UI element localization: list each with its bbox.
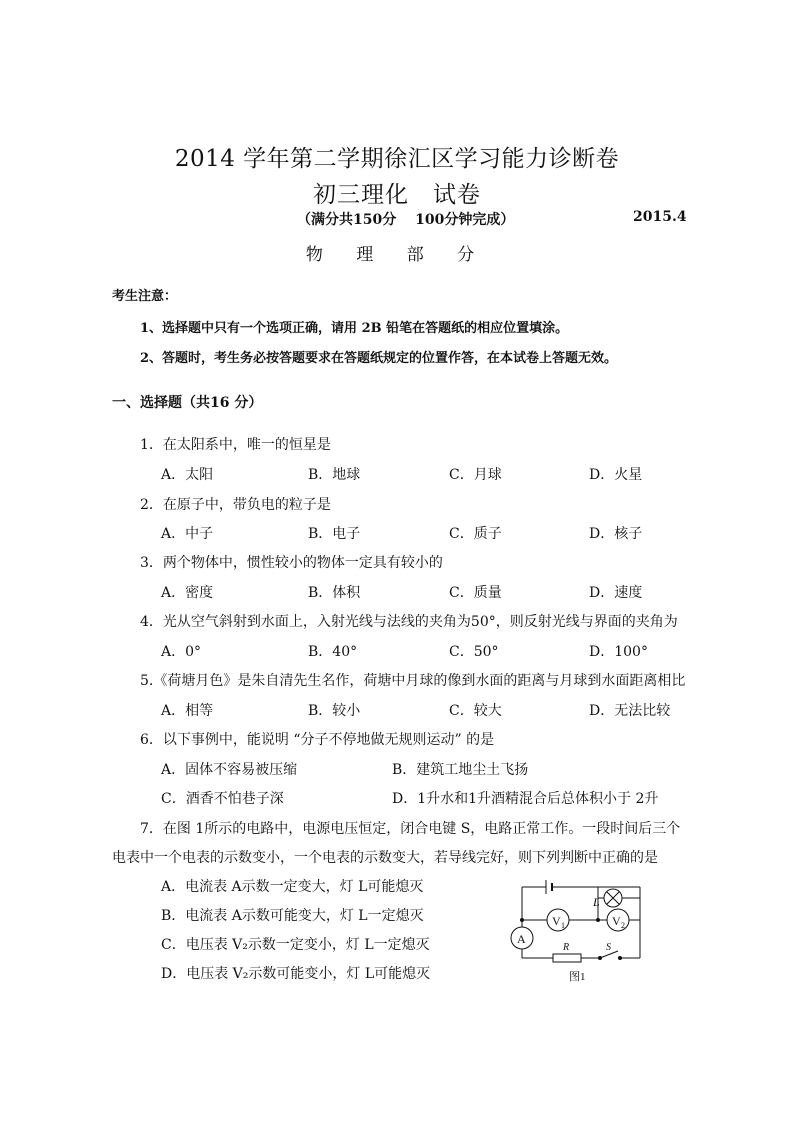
option: C．50°	[449, 644, 499, 660]
question-stem: 5.《荷塘月色》是朱自清先生名作，荷塘中月球的像到水面的距离与月球到水面距离相比	[140, 673, 686, 689]
part1-heading: 一、选择题（共16 分）	[112, 395, 263, 411]
question-stem: 1．在太阳系中，唯一的恒星是	[140, 437, 331, 453]
option: C．月球	[449, 467, 502, 483]
v1-subscript: 1	[561, 921, 565, 930]
option: C．电压表 V₂示数一定变小，灯 L一定熄灭	[161, 937, 430, 953]
exam-date: 2015.4	[633, 209, 687, 225]
option: B．较小	[308, 703, 361, 719]
exam-subtitle: 初三理化 试卷	[313, 182, 481, 208]
exam-title: 2014 学年第二学期徐汇区学习能力诊断卷	[174, 146, 620, 172]
section-title: 物 理 部 分	[305, 245, 489, 265]
option: C．较大	[449, 703, 502, 719]
resistor	[553, 954, 581, 962]
option: A．中子	[161, 526, 214, 542]
option: D．100°	[589, 644, 648, 660]
option: B．地球	[308, 467, 361, 483]
question-stem: 6．以下事例中，能说明 “分子不停地做无规则运动” 的是	[140, 732, 495, 748]
option: C．质量	[449, 585, 502, 601]
notice-item: 1、选择题中只有一个选项正确，请用 2B 铅笔在答题纸的相应位置填涂。	[140, 321, 569, 336]
question-stem-continued: 电表中一个电表的示数变小，一个电表的示数变大，若导线完好，则下列判断中正确的是	[112, 850, 658, 866]
option: B．电子	[308, 526, 361, 542]
resistor-label: R	[563, 942, 570, 953]
question-stem: 3．两个物体中，惯性较小的物体一定具有较小的	[140, 555, 443, 571]
figure-caption: 图1	[569, 971, 586, 983]
question-stem: 4．光从空气斜射到水面上，入射光线与法线的夹角为50°，则反射光线与界面的夹角为	[140, 614, 678, 630]
v2-label: V	[612, 914, 621, 928]
option: B．建筑工地尘土飞扬	[392, 762, 529, 778]
option: B．40°	[308, 644, 358, 660]
score-note: （满分共150分 100分钟完成）	[297, 212, 515, 228]
option: A．密度	[161, 585, 214, 601]
option: D．核子	[589, 526, 643, 542]
v2-subscript: 2	[621, 921, 625, 930]
option: D．1升水和1升酒精混合后总体积小于 2升	[392, 791, 659, 807]
notice-item: 2、答题时，考生务必按答题要求在答题纸规定的位置作答，在本试卷上答题无效。	[140, 351, 618, 366]
option: C．酒香不怕巷子深	[161, 791, 284, 807]
ammeter-label: A	[517, 932, 526, 946]
option: A．0°	[161, 644, 202, 660]
option: A．相等	[161, 703, 214, 719]
option: D．火星	[589, 467, 643, 483]
switch-label: S	[606, 942, 611, 953]
notice-heading: 考生注意：	[112, 289, 178, 304]
option: B．电流表 A示数可能变大，灯 L一定熄灭	[161, 908, 424, 924]
option: A．电流表 A示数一定变大，灯 L可能熄灭	[161, 879, 424, 895]
option: D．速度	[589, 585, 643, 601]
question-stem: 2．在原子中，带负电的粒子是	[140, 497, 331, 513]
option: A．固体不容易被压缩	[161, 762, 298, 778]
lamp-label: L	[593, 895, 600, 909]
option: C．质子	[449, 526, 502, 542]
option: D．电压表 V₂示数可能变小，灯 L可能熄灭	[161, 966, 431, 982]
option: D．无法比较	[589, 703, 671, 719]
question-stem: 7．在图 1所示的电路中，电源电压恒定，闭合电键 S，电路正常工作。一段时间后三个	[140, 821, 681, 837]
option: B．体积	[308, 585, 361, 601]
circuit-diagram	[500, 870, 660, 985]
v1-label: V	[552, 914, 561, 928]
option: A．太阳	[161, 467, 214, 483]
